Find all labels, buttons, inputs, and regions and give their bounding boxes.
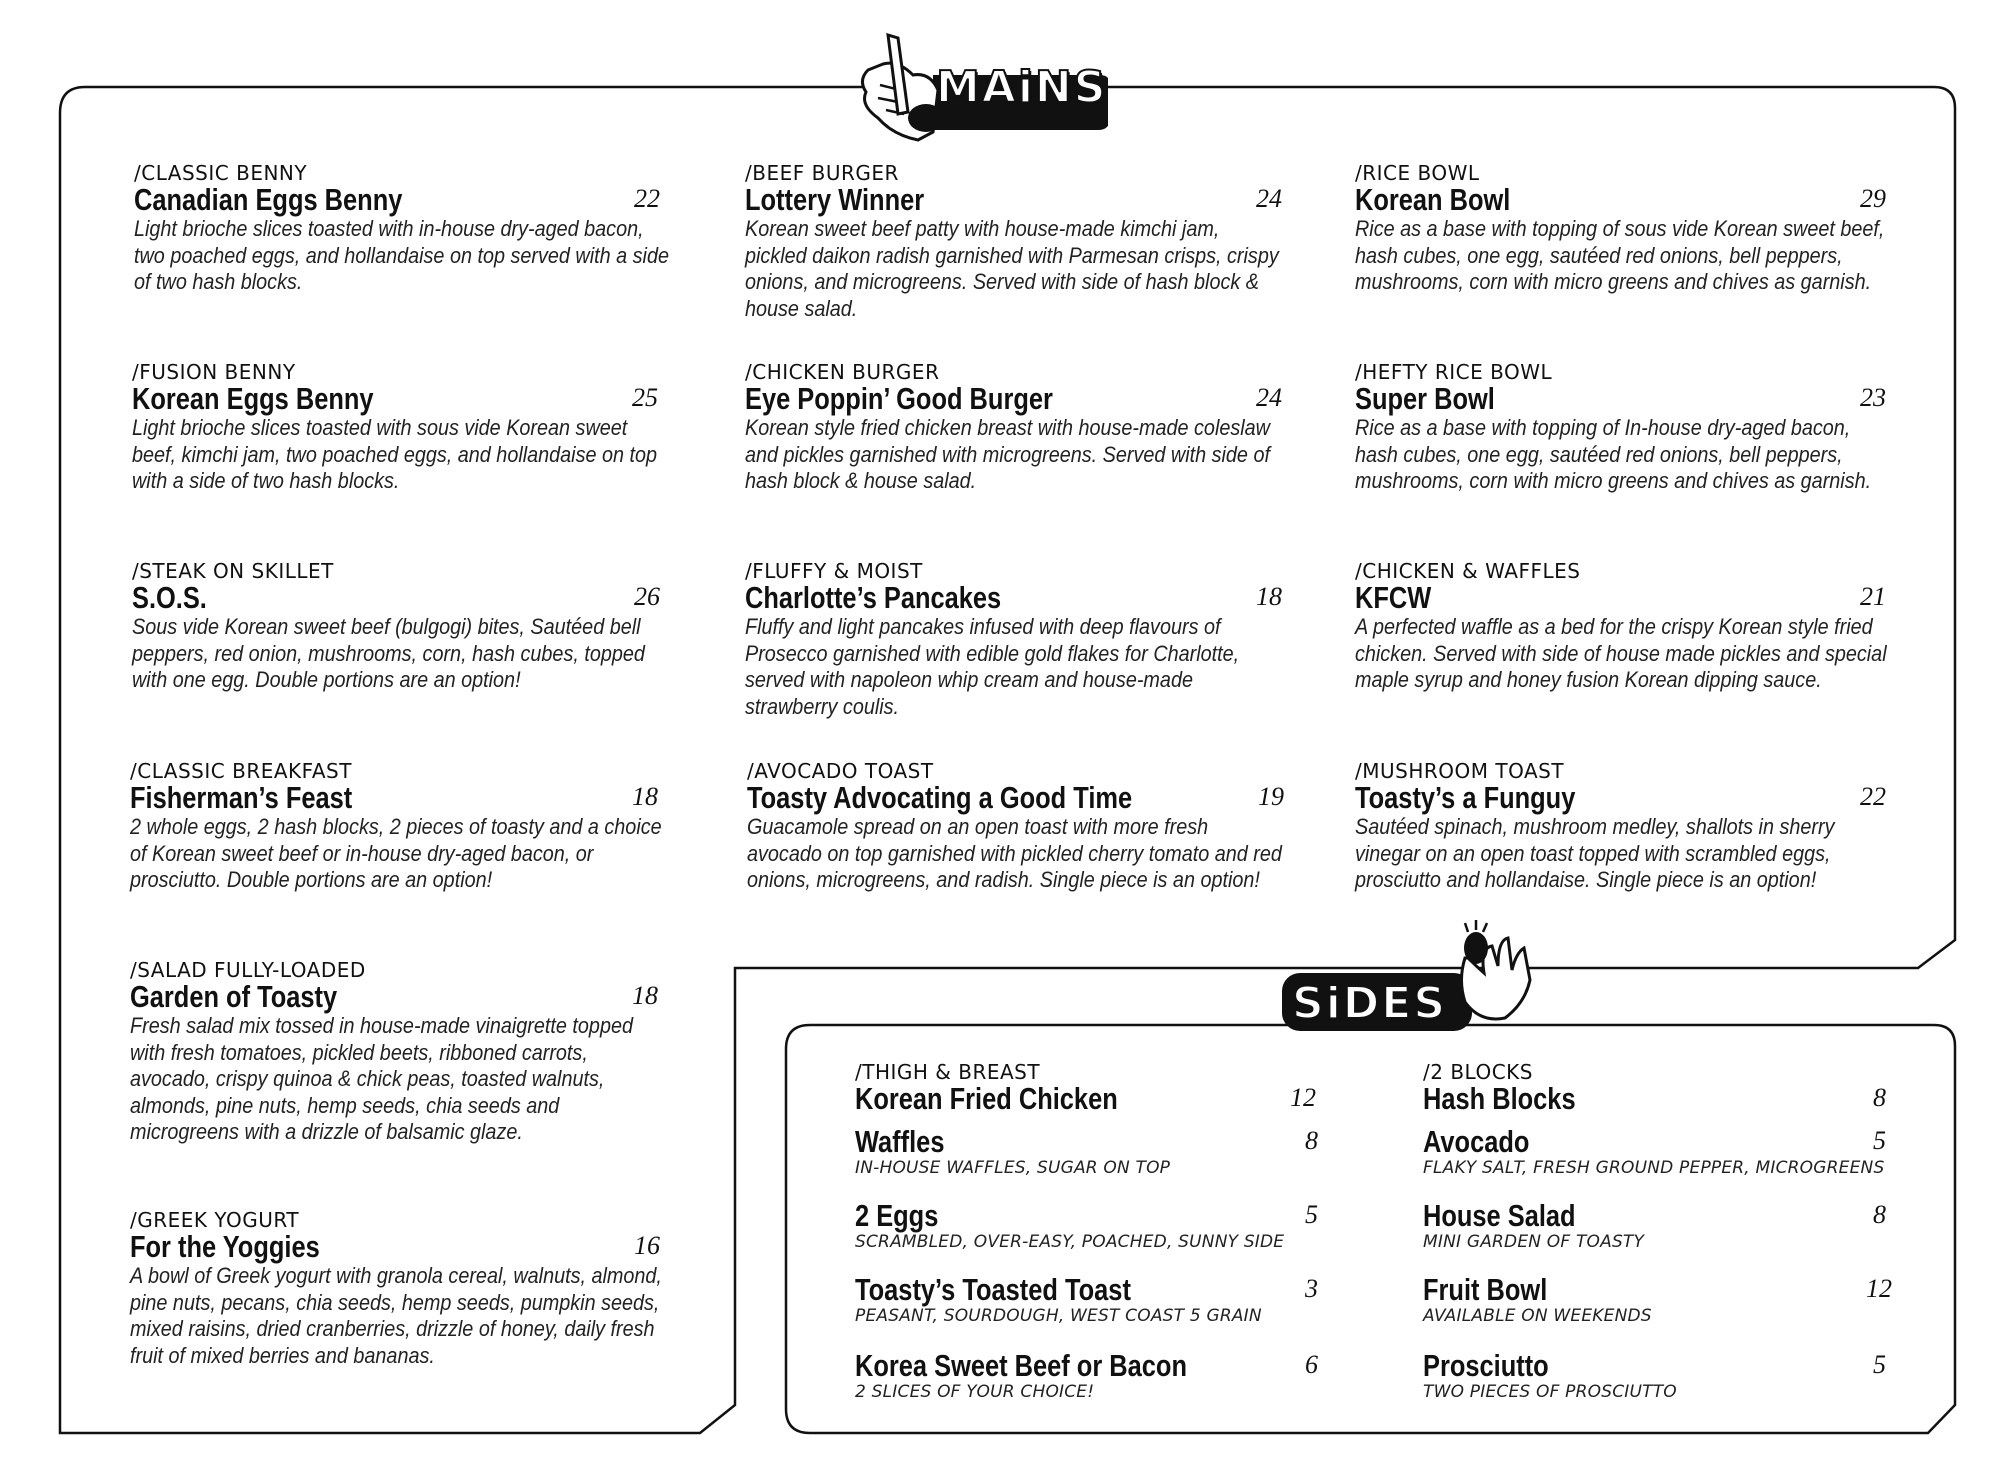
item-category: /SALAD FULLY-LOADED [130, 958, 366, 982]
item-name: Hash Blocks [1423, 1081, 1576, 1116]
mains-title: MAiNS [936, 62, 1108, 113]
item-price: 18 [632, 782, 658, 811]
item-name: Charlotte’s Pancakes [745, 580, 1002, 615]
item-price: 8 [1305, 1126, 1318, 1155]
item-subtext: TWO PIECES OF PROSCIUTTO [1423, 1382, 1677, 1402]
item-subtext: PEASANT, SOURDOUGH, WEST COAST 5 GRAIN [855, 1306, 1262, 1326]
menu-item [745, 560, 1290, 720]
side-item [1423, 1274, 1893, 1326]
item-price: 22 [634, 184, 660, 213]
item-subtext: IN-HOUSE WAFFLES, SUGAR ON TOP [855, 1158, 1171, 1178]
side-item [855, 1274, 1325, 1326]
side-item [855, 1200, 1325, 1252]
item-name: Toasty Advocating a Good Time [747, 780, 1133, 815]
item-price: 29 [1860, 184, 1886, 213]
item-category: /HEFTY RICE BOWL [1355, 360, 1553, 384]
menu-item [132, 560, 672, 694]
item-name: Korean Eggs Benny [132, 381, 374, 416]
item-price: 18 [1256, 582, 1282, 611]
item-description: Rice as a base with topping of sous vide Korean sweet beef, hash cubes, one egg, sautéed red onions, bell peppers, mushrooms, corn with micro greens and chives as garnish. [1355, 216, 1885, 294]
item-name: House Salad [1423, 1198, 1576, 1233]
item-name: Lottery Winner [745, 182, 925, 217]
item-price: 5 [1873, 1350, 1886, 1379]
item-name: Super Bowl [1355, 381, 1495, 416]
item-price: 24 [1256, 184, 1282, 213]
side-item [855, 1061, 1325, 1115]
mains-badge [838, 30, 1108, 145]
item-description: Light brioche slices toasted with in-house dry-aged bacon, two poached eggs, and hollandaise on top served with a side of two hash blocks. [134, 216, 669, 294]
item-description: Guacamole spread on an open toast with more fresh avocado on top garnished with pickled cherry tomato and red onions, microgreens, and radish. Single piece is an option! [747, 814, 1282, 892]
item-description: Fresh salad mix tossed in house-made vinaigrette topped with fresh tomatoes, pickled beets, ribboned carrots, avocado, crispy quinoa & chick peas, toasted walnuts, almonds, pine nuts, hemp seeds, chia seeds and microgreens with a drizzle of balsamic glaze. [130, 1013, 633, 1144]
item-description: A perfected waffle as a bed for the crispy Korean style fried chicken. Served with side of house made pickles and special maple syrup and honey fusion Korean dipping sauce. [1355, 614, 1887, 692]
item-price: 8 [1873, 1200, 1886, 1229]
item-name: Korean Bowl [1355, 182, 1511, 217]
menu-item [747, 760, 1292, 894]
item-price: 12 [1290, 1083, 1316, 1112]
item-name: KFCW [1355, 580, 1432, 615]
item-name: Prosciutto [1423, 1348, 1549, 1383]
item-category: /CLASSIC BREAKFAST [130, 759, 352, 783]
item-price: 21 [1860, 582, 1886, 611]
item-price: 5 [1873, 1126, 1886, 1155]
item-name: Eye Poppin’ Good Burger [745, 381, 1053, 416]
item-category: /CHICKEN BURGER [745, 360, 940, 384]
item-price: 3 [1305, 1274, 1318, 1303]
menu-item [134, 162, 674, 296]
side-item [1423, 1126, 1893, 1178]
item-description: A bowl of Greek yogurt with granola cereal, walnuts, almond, pine nuts, pecans, chia seeds, hemp seeds, pumpkin seeds, mixed raisins, dried cranberries, drizzle of honey, daily fresh fruit of mixed berries and bananas. [130, 1263, 662, 1368]
item-subtext: 2 SLICES OF YOUR CHOICE! [855, 1382, 1095, 1402]
menu-item [1355, 162, 1900, 296]
item-price: 8 [1873, 1083, 1886, 1112]
menu-item [1355, 760, 1900, 894]
item-description: Sautéed spinach, mushroom medley, shallots in sherry vinegar on an open toast topped with scrambled eggs, prosciutto and hollandaise. Single piece is an option! [1355, 814, 1835, 892]
item-description: Fluffy and light pancakes infused with deep flavours of Prosecco garnished with edible gold flakes for Charlotte, served with napoleon whip cream and house-made strawberry coulis. [745, 614, 1240, 719]
item-name: 2 Eggs [855, 1198, 939, 1233]
item-category: /2 BLOCKS [1423, 1060, 1533, 1084]
item-name: For the Yoggies [130, 1229, 320, 1264]
sides-badge [1280, 918, 1540, 1048]
item-description: 2 whole eggs, 2 hash blocks, 2 pieces of toasty and a choice of Korean sweet beef or in-house dry-aged bacon, or prosciutto. Double portions are an option! [130, 814, 662, 892]
side-item [1423, 1061, 1893, 1115]
item-price: 19 [1258, 782, 1284, 811]
side-item [855, 1126, 1325, 1178]
item-name: Fisherman’s Feast [130, 780, 353, 815]
item-price: 25 [632, 383, 658, 412]
item-price: 12 [1866, 1274, 1892, 1303]
menu-item [130, 959, 670, 1146]
side-item [855, 1350, 1325, 1402]
item-description: Korean sweet beef patty with house-made kimchi jam, pickled daikon radish garnished with Parmesan crisps, crispy onions, and microgreens. Served with side of hash block & house salad. [745, 216, 1279, 321]
item-name: Canadian Eggs Benny [134, 182, 403, 217]
item-price: 16 [634, 1231, 660, 1260]
item-description: Korean style fried chicken breast with house-made coleslaw and pickles garnished with microgreens. Served with side of hash block & house salad. [745, 415, 1270, 493]
item-price: 5 [1305, 1200, 1318, 1229]
item-price: 6 [1305, 1350, 1318, 1379]
item-price: 22 [1860, 782, 1886, 811]
menu-item [745, 162, 1290, 322]
item-category: /GREEK YOGURT [130, 1208, 300, 1232]
menu-item [745, 361, 1290, 495]
menu-item [1355, 560, 1900, 694]
item-description: Sous vide Korean sweet beef (bulgogi) bites, Sautéed bell peppers, red onion, mushrooms, corn, hash cubes, topped with one egg. Double portions are an option! [132, 614, 645, 692]
sides-title: SiDES [1292, 978, 1448, 1029]
item-name: Toasty’s a Funguy [1355, 780, 1576, 815]
item-category: /BEEF BURGER [745, 161, 899, 185]
item-category: /AVOCADO TOAST [747, 759, 934, 783]
menu-item [130, 1209, 670, 1369]
item-subtext: AVAILABLE ON WEEKENDS [1423, 1306, 1652, 1326]
item-description: Light brioche slices toasted with sous vide Korean sweet beef, kimchi jam, two poached eggs, and hollandaise on top with a side of two hash blocks. [132, 415, 658, 493]
item-name: Garden of Toasty [130, 979, 338, 1014]
item-name: Waffles [855, 1124, 945, 1159]
item-category: /CLASSIC BENNY [134, 161, 308, 185]
item-price: 23 [1860, 383, 1886, 412]
item-category: /FUSION BENNY [132, 360, 296, 384]
item-category: /MUSHROOM TOAST [1355, 759, 1565, 783]
item-category: /RICE BOWL [1355, 161, 1480, 185]
item-category: /STEAK ON SKILLET [132, 559, 334, 583]
item-name: S.O.S. [132, 580, 207, 615]
item-price: 26 [634, 582, 660, 611]
item-name: Avocado [1423, 1124, 1530, 1159]
item-price: 18 [632, 981, 658, 1010]
side-item [1423, 1350, 1893, 1402]
item-category: /THIGH & BREAST [855, 1060, 1041, 1084]
item-name: Korean Fried Chicken [855, 1081, 1118, 1116]
side-item [1423, 1200, 1893, 1252]
item-name: Fruit Bowl [1423, 1272, 1548, 1307]
menu-item [1355, 361, 1900, 495]
item-name: Korea Sweet Beef or Bacon [855, 1348, 1187, 1383]
item-category: /FLUFFY & MOIST [745, 559, 923, 583]
menu-item [130, 760, 670, 894]
item-category: /CHICKEN & WAFFLES [1355, 559, 1581, 583]
item-name: Toasty’s Toasted Toast [855, 1272, 1131, 1307]
item-subtext: FLAKY SALT, FRESH GROUND PEPPER, MICROGREENS [1423, 1158, 1885, 1178]
item-description: Rice as a base with topping of In-house dry-aged bacon, hash cubes, one egg, sautéed red onions, bell peppers, mushrooms, corn with micro greens and chives as garnish. [1355, 415, 1872, 493]
item-subtext: MINI GARDEN OF TOASTY [1423, 1232, 1645, 1252]
menu-item [132, 361, 672, 495]
item-subtext: SCRAMBLED, OVER-EASY, POACHED, SUNNY SIDE [855, 1232, 1285, 1252]
item-price: 24 [1256, 383, 1282, 412]
